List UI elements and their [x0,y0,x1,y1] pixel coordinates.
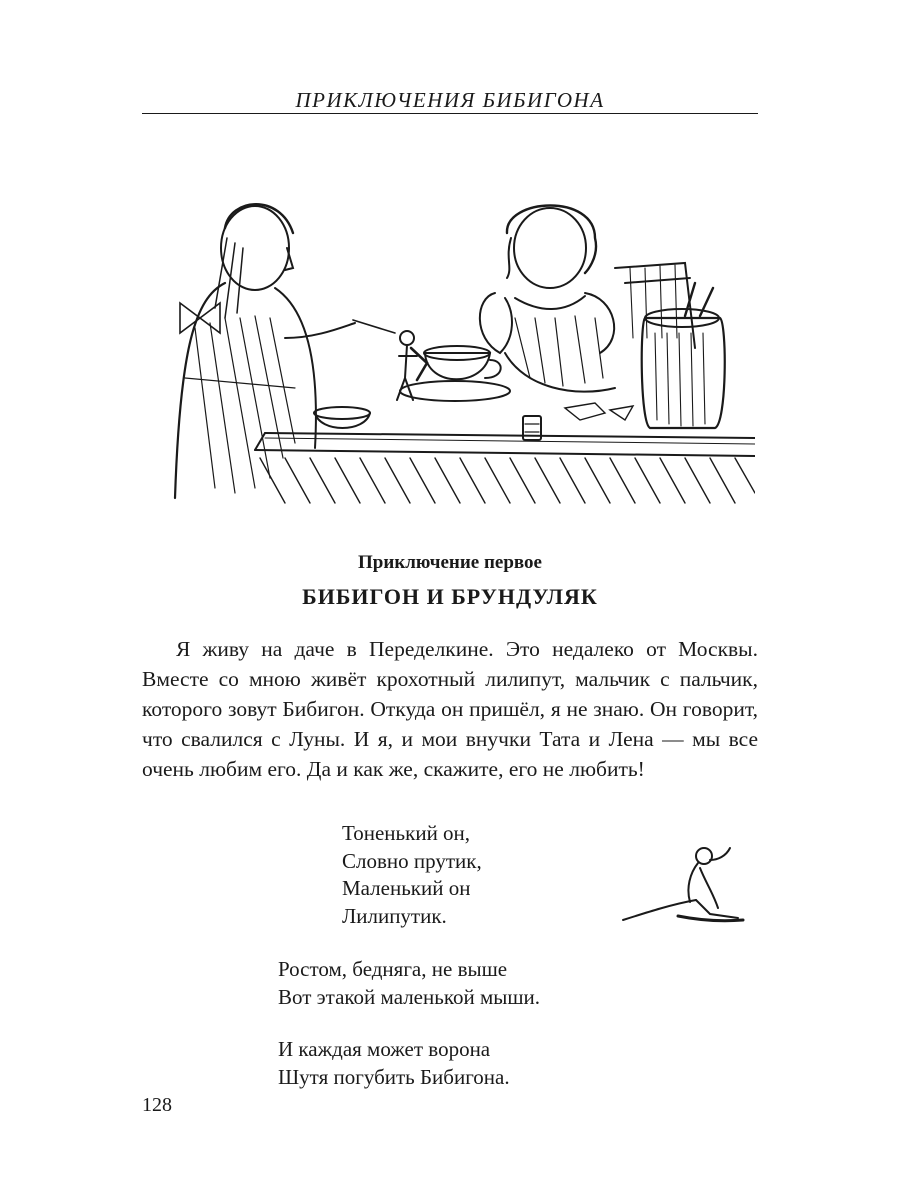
chapter-subtitle: Приключение первое [358,552,542,573]
two-girls-table-illustration [155,188,755,508]
poem-stanza-2 [278,956,540,1011]
poem-line: Словно прутик, [342,848,482,873]
running-head-title: ПРИКЛЮЧЕНИЯ БИБИГОНА [295,88,605,112]
poem-line: И каждая может ворона [278,1037,491,1061]
header-rule [142,113,758,114]
poem-stanza-3 [278,1036,510,1091]
poem-line: Ростом, бедняга, не выше [278,957,508,981]
poem-line: Маленький он [342,876,471,900]
lizard-sketch-icon [618,838,748,928]
chapter-title: БИБИГОН И БРУНДУЛЯК [302,584,598,609]
body-paragraph: Я живу на даче в Переделкине. Это недалеко от Москвы. Вместе со мною живёт крохотный лилипут, мальчик с пальчик, которого зовут Бибигон. Откуда он пришёл, я не знаю. Он говорит, что свалился с Луны. И я, и мои внучки Тата и Лена — мы все очень любим его. Да и как же, скажите, его не любить! [142,637,758,781]
page-number: 128 [142,1094,172,1116]
poem-line: Тоненький он, [342,821,471,845]
poem-line: Вот этакой маленькой мыши. [278,984,540,1009]
poem-line: Лилипутик. [342,903,447,928]
poem-line: Шутя погубить Бибигона. [278,1064,510,1089]
poem-stanza-1 [342,820,482,930]
